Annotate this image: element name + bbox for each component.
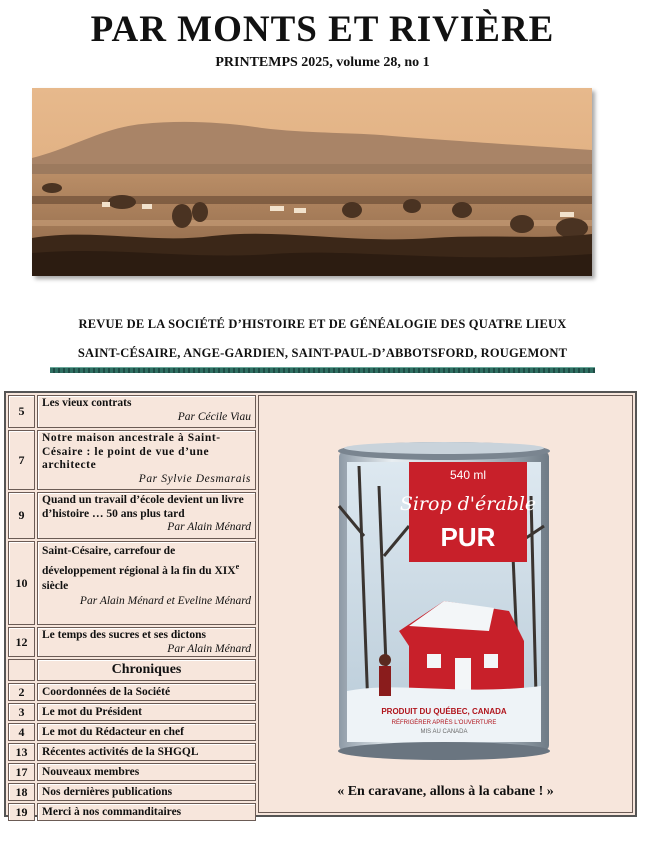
page-number: 2 bbox=[8, 683, 35, 701]
page-number: 17 bbox=[8, 763, 35, 781]
empty-cell bbox=[8, 659, 35, 681]
table-row bbox=[8, 763, 256, 781]
article-author: Par Sylvie Desmarais bbox=[138, 472, 251, 485]
decorative-rule bbox=[50, 367, 595, 373]
article-title: Quand un travail d’école devient un livre d’histoire … 50 ans plus tard bbox=[42, 494, 244, 520]
article-author: Par Alain Ménard bbox=[167, 642, 251, 655]
chronique-entry[interactable]: Le mot du Rédacteur en chef bbox=[37, 723, 256, 741]
can-volume: 540 ml bbox=[449, 468, 487, 482]
article-author: Par Cécile Viau bbox=[177, 410, 251, 423]
can-bottom-rim bbox=[338, 742, 550, 760]
chronique-entry[interactable]: Récentes activités de la SHGQL bbox=[37, 743, 256, 761]
table-row bbox=[8, 492, 256, 539]
page-number: 12 bbox=[8, 627, 35, 657]
chronique-entry[interactable]: Nouveaux membres bbox=[37, 763, 256, 781]
table-row bbox=[8, 627, 256, 657]
maple-syrup-can-illustration bbox=[259, 396, 632, 776]
page-number: 7 bbox=[8, 430, 35, 490]
municipalities: SAINT-CÉSAIRE, ANGE-GARDIEN, SAINT-PAUL-D’ABBOTSFORD, ROUGEMONT bbox=[77, 346, 568, 360]
article-title: Notre maison ancestrale à Saint-Césaire : le point de vue d’une architecte bbox=[42, 432, 221, 471]
table-row bbox=[8, 430, 256, 490]
article-entry[interactable] bbox=[37, 541, 256, 625]
article-entry[interactable] bbox=[37, 395, 256, 428]
table-row bbox=[8, 395, 256, 428]
can-pur: PUR bbox=[440, 522, 496, 552]
society-name: REVUE DE LA SOCIÉTÉ D’HISTOIRE ET DE GÉNÉALOGIE DES QUATRE LIEUX bbox=[78, 317, 567, 331]
table-row bbox=[8, 541, 256, 625]
table-row bbox=[8, 683, 256, 701]
can-made: MIS AU CANADA bbox=[420, 729, 468, 735]
page-number: 19 bbox=[8, 803, 35, 821]
page-number: 13 bbox=[8, 743, 35, 761]
page-number: 9 bbox=[8, 492, 35, 539]
chroniques-header-row bbox=[8, 659, 256, 681]
chronique-entry[interactable]: Coordonnées de la Société bbox=[37, 683, 256, 701]
table-row bbox=[8, 783, 256, 801]
chronique-entry[interactable]: Nos dernières publications bbox=[37, 783, 256, 801]
cover-image-cell bbox=[258, 395, 633, 813]
article-title: Les vieux contrats bbox=[42, 397, 132, 409]
article-entry[interactable] bbox=[37, 430, 256, 490]
table-row bbox=[8, 803, 256, 821]
table-row bbox=[8, 743, 256, 761]
table-row bbox=[8, 723, 256, 741]
article-author: Par Alain Ménard et Eveline Ménard bbox=[79, 594, 251, 607]
chronique-entry[interactable]: Merci à nos commanditaires bbox=[37, 803, 256, 821]
cover-caption: « En caravane, allons à la cabane ! » bbox=[337, 784, 554, 799]
page-number: 3 bbox=[8, 703, 35, 721]
article-author: Par Alain Ménard bbox=[167, 521, 251, 533]
can-note: RÉFRIGÉRER APRÈS L'OUVERTURE bbox=[391, 720, 497, 726]
article-entry[interactable] bbox=[37, 627, 256, 657]
chronique-entry[interactable]: Le mot du Président bbox=[37, 703, 256, 721]
contents-frame bbox=[4, 391, 637, 817]
article-title: Saint-Césaire, carrefour de développement régional à la fin du XIXe siècle bbox=[42, 545, 240, 592]
table-row bbox=[8, 703, 256, 721]
chroniques-heading: Chroniques bbox=[37, 659, 256, 681]
article-entry[interactable] bbox=[37, 492, 256, 539]
page-number: 18 bbox=[8, 783, 35, 801]
landscape-photo bbox=[32, 88, 592, 276]
can-brand: Sirop d'érable bbox=[399, 493, 537, 515]
can-origin: PRODUIT DU QUÉBEC, CANADA bbox=[381, 707, 507, 716]
newsletter-title: PAR MONTS ET RIVIÈRE bbox=[90, 9, 555, 50]
table-of-contents bbox=[8, 395, 256, 819]
page-number: 10 bbox=[8, 541, 35, 625]
page-number: 5 bbox=[8, 395, 35, 428]
article-title: Le temps des sucres et ses dictons bbox=[42, 629, 206, 641]
page-number: 4 bbox=[8, 723, 35, 741]
issue-line: PRINTEMPS 2025, volume 28, no 1 bbox=[215, 55, 430, 70]
